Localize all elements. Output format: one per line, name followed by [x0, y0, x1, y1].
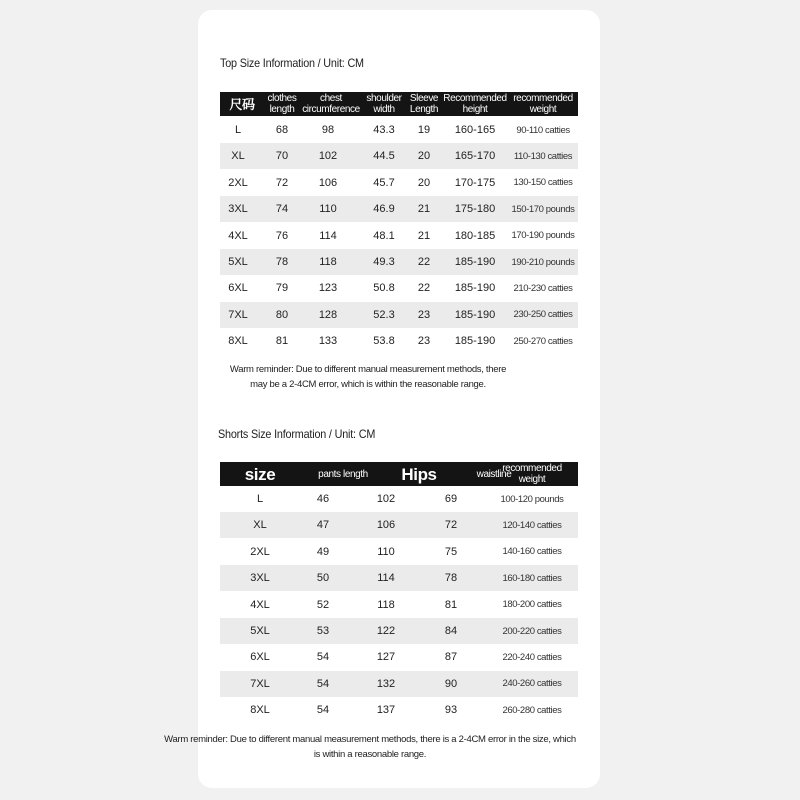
top-header-clothes-length: clothes length [267, 93, 297, 115]
table-cell: XL [253, 519, 267, 532]
table-cell: 78 [275, 256, 289, 268]
table-row [220, 539, 578, 565]
table-cell: 49 [316, 545, 330, 558]
table-cell: 81 [275, 335, 289, 348]
table-cell: 47 [316, 519, 330, 532]
table-cell: 6XL [228, 282, 248, 295]
table-cell: 118 [319, 256, 337, 268]
table-cell: 110 [377, 545, 395, 558]
shorts-header-waistline: waistline [476, 468, 512, 480]
table-cell: 22 [417, 256, 431, 268]
table-cell: 175-180 [454, 203, 496, 216]
table-cell: 190-210 pounds [511, 256, 575, 268]
table-row [220, 249, 578, 275]
top-header-weight: recommended weight [513, 93, 573, 115]
table-cell: 54 [316, 651, 330, 664]
table-cell: 54 [316, 677, 330, 690]
table-cell: 3XL [228, 203, 248, 216]
table-row [220, 328, 578, 354]
table-row [220, 275, 578, 301]
table-cell: 43.3 [373, 124, 395, 136]
table-cell: 102 [376, 493, 396, 505]
table-cell: 4XL [250, 598, 270, 611]
table-cell: 79 [275, 282, 289, 295]
table-cell: 2XL [250, 545, 270, 558]
table-cell: 46.9 [373, 203, 395, 216]
table-cell: 19 [417, 124, 431, 136]
table-cell: 114 [319, 229, 337, 242]
table-cell: 132 [376, 677, 396, 690]
table-cell: 140-160 catties [502, 546, 562, 558]
table-cell: 106 [376, 519, 396, 532]
table-row [220, 697, 578, 723]
table-row [220, 223, 578, 249]
top-size-title: Top Size Information / Unit: CM [220, 56, 364, 70]
table-cell: 20 [417, 150, 431, 163]
table-cell: 180-200 catties [502, 599, 562, 611]
table-cell: XL [231, 150, 245, 163]
table-cell: 52 [316, 598, 330, 611]
table-cell: 53 [316, 625, 330, 637]
shorts-header-size: size [244, 464, 276, 484]
table-cell: 80 [275, 308, 289, 321]
table-cell: 98 [321, 124, 335, 136]
table-cell: L [234, 124, 242, 136]
table-cell: 260-280 catties [502, 704, 562, 716]
table-row [220, 565, 578, 591]
top-header-size: 尺码 [229, 96, 255, 112]
table-cell: 7XL [228, 308, 248, 321]
table-row [220, 671, 578, 697]
table-cell: 240-260 catties [502, 678, 562, 690]
shorts-header-pants-length: pants length [318, 468, 368, 480]
table-cell: 133 [318, 335, 338, 348]
table-cell: 46 [316, 493, 330, 505]
table-cell: 72 [275, 176, 289, 189]
table-cell: 180-185 [454, 229, 496, 242]
table-row [220, 170, 578, 196]
table-cell: 87 [444, 651, 458, 664]
table-cell: 7XL [250, 677, 270, 690]
table-cell: 130-150 catties [513, 177, 573, 189]
table-cell: 250-270 catties [513, 335, 573, 347]
table-cell: 2XL [228, 176, 248, 189]
table-cell: 165-170 [454, 150, 496, 163]
table-cell: 75 [444, 545, 458, 558]
table-cell: 21 [417, 203, 431, 216]
table-cell: 5XL [250, 625, 270, 637]
table-cell: 4XL [228, 229, 248, 242]
table-cell: 23 [417, 308, 431, 321]
table-cell: 185-190 [454, 282, 496, 295]
table-cell: 123 [318, 282, 338, 295]
table-cell: 81 [444, 598, 458, 611]
table-cell: 100-120 pounds [500, 493, 564, 505]
table-cell: 84 [444, 625, 458, 637]
table-cell: 170-175 [454, 176, 496, 189]
table-row [220, 117, 578, 143]
top-table-header [220, 92, 578, 116]
top-warm-reminder: Warm reminder: Due to different manual measurement methods, there may be a 2-4CM error, which is within the reasonable range. [229, 364, 507, 390]
table-cell: 20 [417, 176, 431, 189]
table-cell: 185-190 [454, 335, 496, 348]
table-cell: 90 [444, 677, 458, 690]
table-row [220, 592, 578, 618]
table-cell: 210-230 catties [513, 282, 573, 294]
table-cell: 74 [275, 203, 289, 216]
table-cell: 72 [444, 519, 458, 532]
table-cell: 110 [319, 203, 337, 216]
top-header-sleeve: Sleeve Length [409, 93, 439, 115]
shorts-warm-reminder: Warm reminder: Due to different manual measurement methods, there is a 2-4CM error in the size, which is within a reasonable range. [164, 734, 576, 760]
table-cell: 54 [316, 704, 330, 717]
table-row [220, 644, 578, 670]
table-cell: 44.5 [373, 150, 395, 163]
table-cell: 45.7 [373, 176, 395, 189]
table-cell: 230-250 catties [513, 309, 573, 321]
table-cell: 110-130 catties [513, 150, 573, 162]
table-cell: 185-190 [454, 256, 496, 268]
table-cell: 6XL [250, 651, 270, 664]
table-cell: 76 [275, 229, 289, 242]
table-cell: 150-170 pounds [511, 203, 575, 215]
table-cell: 3XL [250, 572, 270, 585]
shorts-header-hips: Hips [401, 464, 437, 484]
table-row [220, 512, 578, 538]
table-cell: 122 [376, 625, 396, 637]
table-cell: 68 [275, 124, 289, 136]
table-cell: 160-180 catties [502, 572, 562, 584]
top-header-height: Recommended height [443, 93, 507, 115]
table-cell: 90-110 catties [516, 124, 570, 136]
table-cell: 70 [275, 150, 289, 163]
top-header-shoulder: shoulder width [366, 93, 402, 115]
table-cell: 5XL [228, 256, 248, 268]
table-cell: 120-140 catties [502, 519, 562, 531]
table-cell: 22 [417, 282, 431, 295]
table-cell: 106 [318, 176, 338, 189]
table-cell: 23 [417, 335, 431, 348]
table-cell: 185-190 [454, 308, 496, 321]
table-cell: 128 [318, 308, 338, 321]
table-cell: 50 [316, 572, 330, 585]
table-row [220, 302, 578, 328]
table-cell: 69 [444, 493, 458, 505]
shorts-size-title: Shorts Size Information / Unit: CM [218, 427, 376, 441]
table-row [220, 486, 578, 512]
table-cell: L [256, 493, 264, 505]
shorts-header-weight: recommended weight [502, 463, 562, 485]
table-row [220, 143, 578, 169]
table-cell: 8XL [250, 704, 270, 717]
table-cell: 200-220 catties [502, 625, 562, 637]
table-row [220, 618, 578, 644]
table-cell: 21 [417, 229, 431, 242]
table-cell: 220-240 catties [502, 651, 562, 663]
table-cell: 8XL [228, 335, 248, 348]
table-cell: 114 [377, 572, 395, 585]
table-cell: 102 [318, 150, 338, 163]
table-cell: 137 [376, 704, 396, 717]
table-cell: 118 [377, 598, 395, 611]
table-cell: 50.8 [373, 282, 395, 295]
table-cell: 78 [444, 572, 458, 585]
table-cell: 53.8 [373, 335, 395, 348]
table-cell: 160-165 [454, 124, 496, 136]
top-header-chest: chest circumference [302, 93, 360, 115]
shorts-table-header [220, 462, 578, 486]
table-cell: 52.3 [373, 308, 395, 321]
table-cell: 48.1 [373, 229, 395, 242]
table-cell: 49.3 [373, 256, 395, 268]
table-cell: 170-190 pounds [511, 230, 575, 242]
table-row [220, 196, 578, 222]
table-cell: 93 [444, 704, 458, 717]
table-cell: 127 [376, 651, 396, 664]
